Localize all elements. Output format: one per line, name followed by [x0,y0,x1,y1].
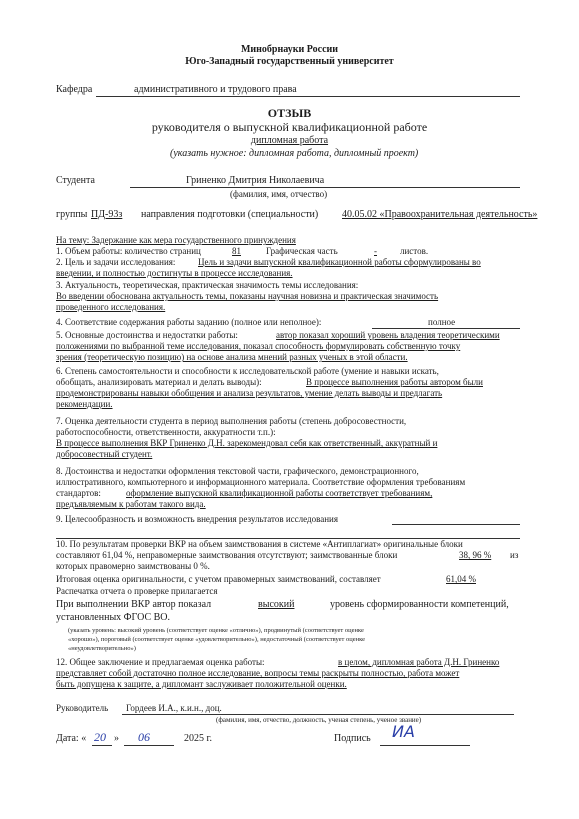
item2-line1: Цель и задачи выпускной квалификационной работы сформулированы во [198,257,481,267]
group-value: ПД-93з [91,209,123,220]
title-sub: руководителя о выпускной квалификационной работе [151,120,428,134]
item1-sheets-label: листов. [400,246,429,256]
student-label: Студента [56,175,95,186]
printout-note: Распечатка отчета о проверке прилагается [56,586,218,596]
level-note-1: (указать уровень: высокий уровень (соответствует оценке «отлично»), продвинутый (соответствует оценке [68,627,364,634]
item5-line3: зрения (теоретическую позицию) на основе анализа мнений разных ученых в этой области. [56,352,408,362]
student-name: Гриненко Дмитрия Николаевича [186,175,325,186]
group-label: группы [56,209,88,220]
direction-label: направления подготовки (специальности) [141,209,319,220]
item10-line1: 10. По результатам проверки ВКР на объем заимствования в системе «Антиплагиат» оригинальные блоки [56,539,463,549]
topic-line: На тему: Задержание как мера государственного принуждения [56,235,296,245]
level-note-2: «хорошо»), пороговый (соответствует оценке «удовлетворительно»), недостаточный (соответствует оценке [68,636,365,643]
item4-label: 4. Соответствие содержания работы заданию (полное или неполное): [56,317,322,327]
supervisor-line [122,714,514,715]
item7-line1: 7. Оценка деятельности студента в период выполнения работы (степень добросовестности, [56,416,407,426]
item10-line2c: из [510,550,519,560]
final-originality-label: Итоговая оценка оригинальности, с учетом правомерных заимствований, составляет [56,574,381,584]
item6-line2: В процессе выполнения работы автором были [306,377,483,387]
item8-line1: 8. Достоинства и недостатки оформления текстовой части, графического, демонстрационного, [56,466,419,476]
date-day: 20 [94,730,106,744]
item12-line1: в целом, дипломная работа Д.Н. Гриненко [338,657,500,667]
item9-line [392,524,520,525]
student-line [130,187,520,188]
date-quote-close: » [114,733,119,744]
item6-line1: 6. Степень самостоятельности и способности к исследовательской работе (умение и навыки искать, [56,366,439,376]
date-day-line [92,745,112,746]
item12-label: 12. Общее заключение и предлагаемая оценка работы: [56,657,265,667]
supervisor-label: Руководитель [56,703,109,713]
date-label: Дата: « [56,733,87,744]
item8-line2: иллюстративного, компьютерного и информационного материала. Соответствие оформления требованиям [56,477,466,487]
item8-line3: оформление выпускной квалификационной работы соответствует требованиям, [126,488,433,498]
item12-line2: представляет собой достаточно полное исследование, вопросы темы раскрыты полностью, работа может [56,668,460,678]
direction-value: 40.05.02 «Правоохранительная деятельность» [342,209,538,220]
item8-line4: предъявляемым к работам такого вида. [56,499,206,509]
ministry-heading: Минобрнауки России [240,44,339,55]
item1-graphic-label: Графическая часть [266,246,338,256]
item6-line3: продемонстрированы навыки обобщения и анализа результатов, умение делать выводы и предлагать [56,388,443,398]
item12-line3: быть допущена к защите, а дипломант заслуживает положительной оценки. [56,679,347,689]
item10-borrowed: 38, 96 % [459,550,492,560]
item2-line2: введении, и полностью достигнуты в процессе исследования. [56,268,293,278]
competence-label-c: установленных ФГОС ВО. [56,612,170,623]
item7-line2: работоспособности, ответственности, аккуратности т.п.): [56,427,276,437]
signature-label: Подпись [334,733,371,744]
item3-line1: Во введении обоснована актуальность темы, показаны научная новизна и практическая значимость [56,291,439,301]
title-main: ОТЗЫВ [267,106,312,120]
item9-label: 9. Целесообразность и возможность внедрения результатов исследования [56,514,338,524]
date-year: 2025 г. [184,733,212,744]
university-heading: Юго-Западный государственный университет [185,56,394,67]
final-originality-value: 61,04 % [446,574,476,584]
item3-line2: проведенного исследования. [56,302,166,312]
item6-label2: обобщать, анализировать материал и делать выводы): [56,377,262,387]
supervisor-caption: (фамилия, имя, отчество, должность, ученая степень, ученое звание) [216,716,422,724]
item10-line2a: составляют 61,04 %, неправомерные заимствования отсутствуют; заимствованные блоки [56,550,398,560]
item1-pages: 81 [232,246,241,256]
item7-line3: В процессе выполнения ВКР Гриненко Д.Н. зарекомендовал себя как ответственный, аккуратный и [56,438,438,448]
competence-label: При выполнении ВКР автор показал [56,599,212,610]
item4-line [372,328,520,329]
item3-label: 3. Актуальность, теоретическая, практическая значимость темы исследования: [56,280,359,290]
signature-line [380,745,470,746]
department-label: Кафедра [56,84,93,95]
competence-value: высокий [258,599,295,610]
date-month: 06 [138,730,150,744]
item5-line1: автор показал хороший уровень владения теоретическими [276,330,500,340]
item7-line4: добросовестный студент. [56,449,153,459]
work-type-value: дипломная работа [250,135,329,146]
level-note-3: «неудовлетворительно») [68,645,136,652]
date-month-line [124,745,174,746]
item4-value: полное [428,317,456,327]
item10-line3: которых правомерно заимствованы 0 %. [56,561,210,571]
item1-label: 1. Объем работы: количество страниц [56,246,201,256]
work-type-hint: (указать нужное: дипломная работа, дипломный проект) [170,148,419,159]
item8-label3: стандартов: [56,488,101,498]
student-caption: (фамилия, имя, отчество) [230,189,328,199]
competence-label-b: уровень сформированности компетенций, [330,599,509,610]
supervisor-name: Гордеев И.А., к.и.н., доц. [126,703,222,713]
item1-sheets: - [374,246,377,256]
item5-line2: положениями по выбранной теме исследования, показал способность формулировать собственную точку [56,341,461,351]
signature-mark: ИА [392,722,415,741]
item6-line4: рекомендации. [56,399,113,409]
department-line [96,96,520,97]
item2-label: 2. Цель и задачи исследования: [56,257,176,267]
department-value: административного и трудового права [134,84,297,95]
item5-label: 5. Основные достоинства и недостатки работы: [56,330,238,340]
